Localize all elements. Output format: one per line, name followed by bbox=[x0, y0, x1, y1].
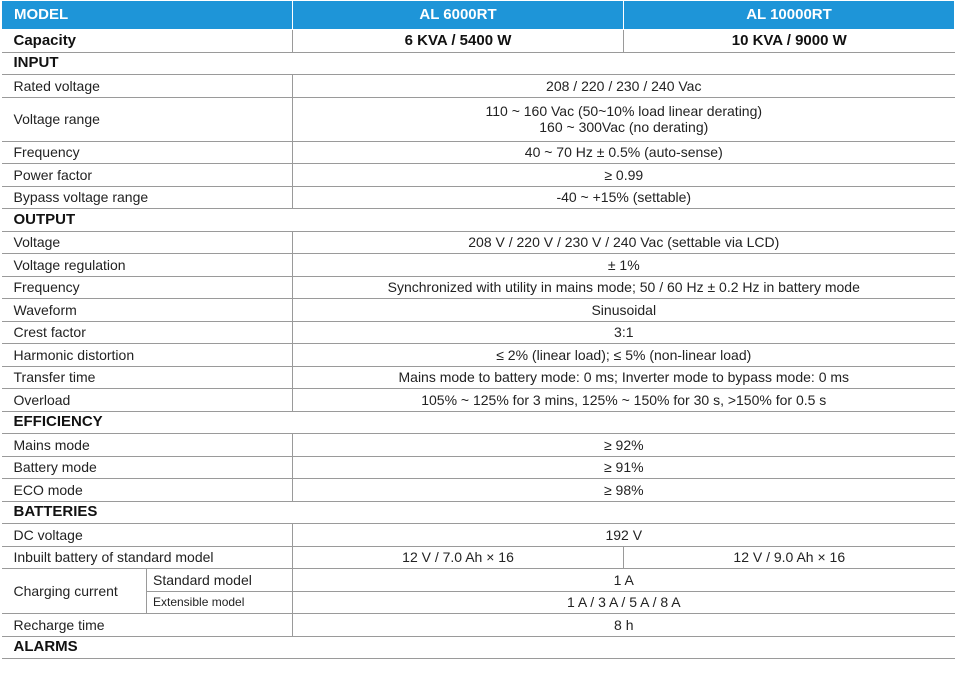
table-row bbox=[2, 389, 955, 412]
row-label: Power factor bbox=[2, 164, 293, 187]
capacity-value-1: 6 KVA / 5400 W bbox=[293, 30, 624, 53]
row-label: Voltage bbox=[2, 231, 293, 254]
table-row bbox=[2, 276, 955, 299]
table-row bbox=[2, 366, 955, 389]
row-value: ≥ 91% bbox=[293, 456, 955, 479]
standard-model-value: 1 A bbox=[293, 569, 955, 592]
row-value: -40 ~ +15% (settable) bbox=[293, 186, 955, 209]
table-row bbox=[2, 479, 955, 502]
row-value: ≥ 0.99 bbox=[293, 164, 955, 187]
section-row bbox=[2, 411, 955, 434]
capacity-label: Capacity bbox=[2, 30, 293, 53]
voltage-range-line-2: 160 ~ 300Vac (no derating) bbox=[539, 119, 709, 135]
row-label: Mains mode bbox=[2, 434, 293, 457]
section-input: INPUT bbox=[2, 52, 955, 75]
row-label: Frequency bbox=[2, 276, 293, 299]
header-col2: AL 10000RT bbox=[624, 1, 955, 30]
section-row bbox=[2, 636, 955, 659]
spec-table bbox=[1, 0, 955, 659]
capacity-value-2: 10 KVA / 9000 W bbox=[624, 30, 955, 53]
row-value: 192 V bbox=[293, 524, 955, 547]
table-row bbox=[2, 614, 955, 637]
extensible-model-label: Extensible model bbox=[147, 591, 293, 614]
section-efficiency: EFFICIENCY bbox=[2, 411, 955, 434]
row-value: 105% ~ 125% for 3 mins, 125% ~ 150% for 30 s, >150% for 0.5 s bbox=[293, 389, 955, 412]
table-row bbox=[2, 344, 955, 367]
table-row bbox=[2, 456, 955, 479]
row-label: Transfer time bbox=[2, 366, 293, 389]
row-value: 208 V / 220 V / 230 V / 240 Vac (settable via LCD) bbox=[293, 231, 955, 254]
row-label: Crest factor bbox=[2, 321, 293, 344]
row-label: Inbuilt battery of standard model bbox=[2, 546, 293, 569]
row-value: ≥ 98% bbox=[293, 479, 955, 502]
row-value: Synchronized with utility in mains mode; 50 / 60 Hz ± 0.2 Hz in battery mode bbox=[293, 276, 955, 299]
table-row bbox=[2, 254, 955, 277]
voltage-range-line-1: 110 ~ 160 Vac (50~10% load linear derating) bbox=[485, 103, 763, 119]
row-value: ± 1% bbox=[293, 254, 955, 277]
table-row bbox=[2, 546, 955, 569]
table-row bbox=[2, 141, 955, 164]
row-value: 40 ~ 70 Hz ± 0.5% (auto-sense) bbox=[293, 141, 955, 164]
table-row bbox=[2, 164, 955, 187]
row-value: Sinusoidal bbox=[293, 299, 955, 322]
row-value: ≥ 92% bbox=[293, 434, 955, 457]
table-row bbox=[2, 97, 955, 141]
table-row bbox=[2, 434, 955, 457]
row-label: DC voltage bbox=[2, 524, 293, 547]
header-col1: AL 6000RT bbox=[293, 1, 624, 30]
standard-model-label: Standard model bbox=[147, 569, 293, 592]
row-value: 208 / 220 / 230 / 240 Vac bbox=[293, 75, 955, 98]
table-row bbox=[2, 569, 955, 592]
charging-current-label: Charging current bbox=[2, 569, 147, 614]
row-value bbox=[293, 97, 955, 141]
row-value: Mains mode to battery mode: 0 ms; Inverter mode to bypass mode: 0 ms bbox=[293, 366, 955, 389]
section-row bbox=[2, 52, 955, 75]
row-label: ECO mode bbox=[2, 479, 293, 502]
section-row bbox=[2, 209, 955, 232]
row-label: Recharge time bbox=[2, 614, 293, 637]
section-batteries: BATTERIES bbox=[2, 501, 955, 524]
row-label: Rated voltage bbox=[2, 75, 293, 98]
table-row bbox=[2, 524, 955, 547]
table-row bbox=[2, 231, 955, 254]
row-label: Harmonic distortion bbox=[2, 344, 293, 367]
header-row bbox=[2, 1, 955, 30]
extensible-model-value: 1 A / 3 A / 5 A / 8 A bbox=[293, 591, 955, 614]
row-label: Voltage range bbox=[2, 97, 293, 141]
table-row bbox=[2, 321, 955, 344]
capacity-row bbox=[2, 30, 955, 53]
table-row bbox=[2, 75, 955, 98]
section-row bbox=[2, 501, 955, 524]
table-row bbox=[2, 186, 955, 209]
row-label: Voltage regulation bbox=[2, 254, 293, 277]
row-label: Waveform bbox=[2, 299, 293, 322]
header-model: MODEL bbox=[2, 1, 293, 30]
row-label: Bypass voltage range bbox=[2, 186, 293, 209]
row-value-2: 12 V / 9.0 Ah × 16 bbox=[624, 546, 955, 569]
row-label: Battery mode bbox=[2, 456, 293, 479]
row-label: Overload bbox=[2, 389, 293, 412]
row-value: 3:1 bbox=[293, 321, 955, 344]
section-alarms: ALARMS bbox=[2, 636, 955, 659]
row-value: 8 h bbox=[293, 614, 955, 637]
row-label: Frequency bbox=[2, 141, 293, 164]
row-value-1: 12 V / 7.0 Ah × 16 bbox=[293, 546, 624, 569]
row-value: ≤ 2% (linear load); ≤ 5% (non-linear load) bbox=[293, 344, 955, 367]
table-row bbox=[2, 299, 955, 322]
section-output: OUTPUT bbox=[2, 209, 955, 232]
